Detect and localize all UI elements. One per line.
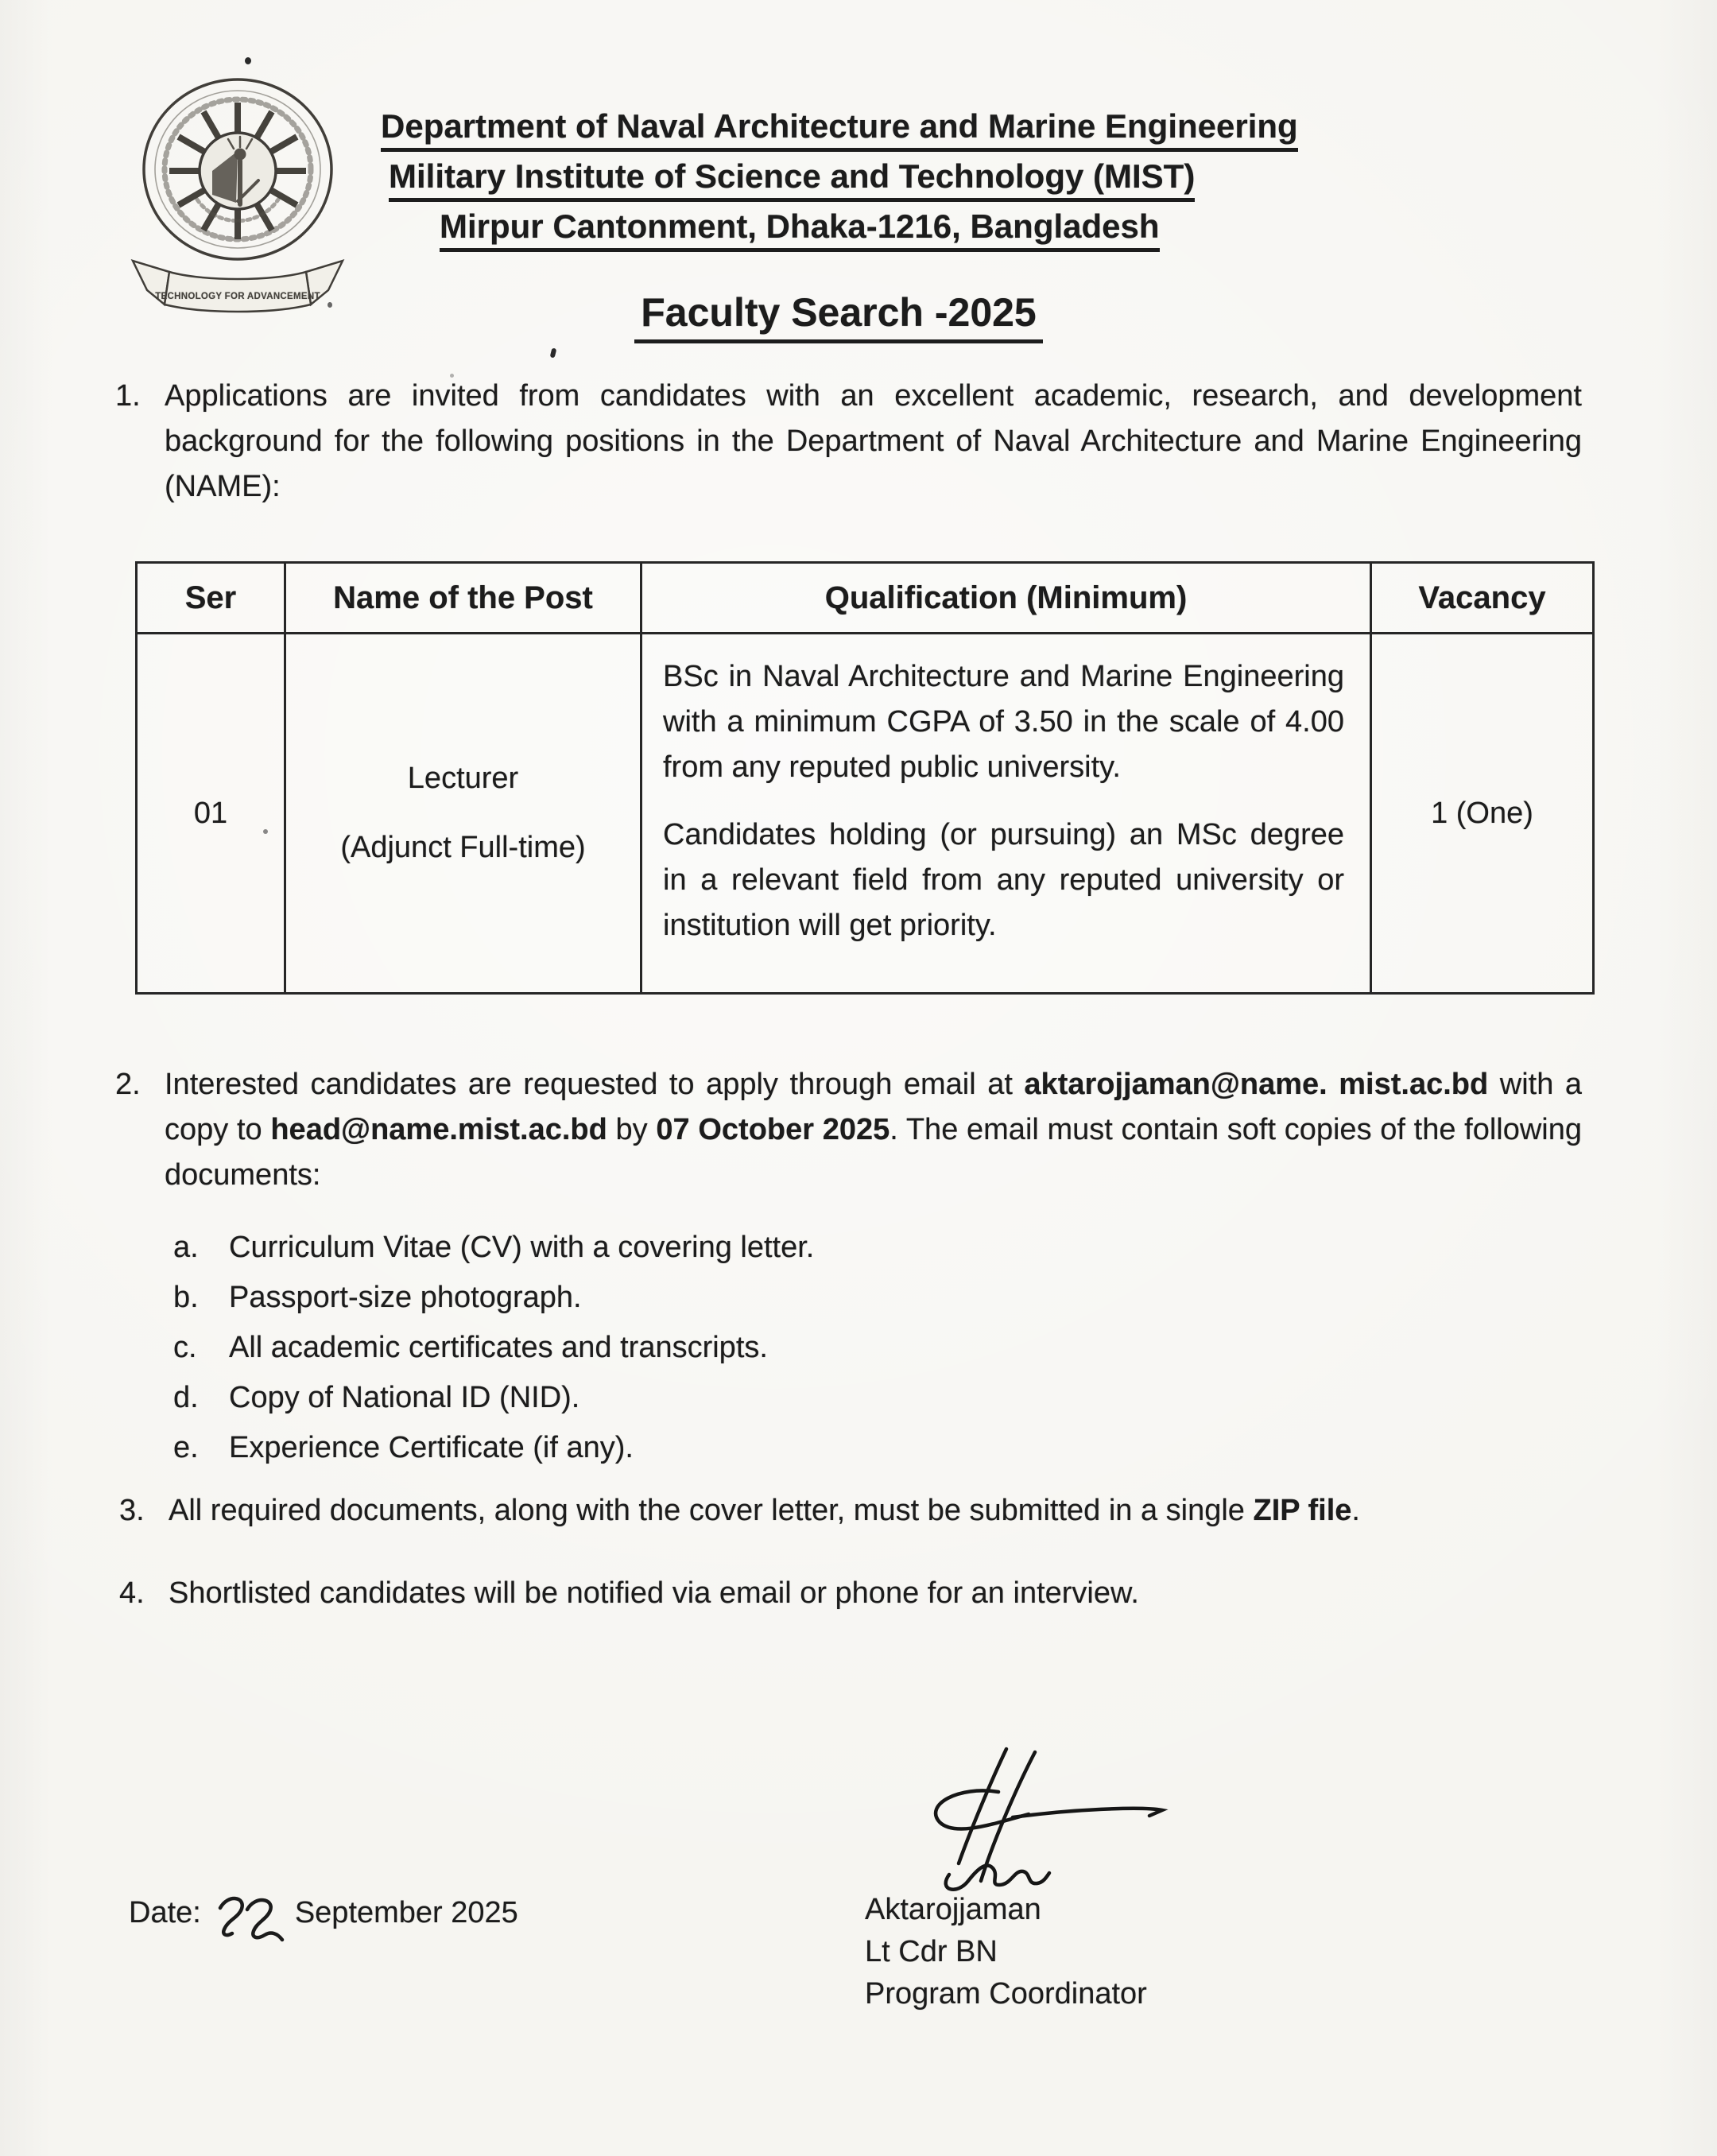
list-item-letter: a. [173,1231,199,1264]
list-item [173,1223,1366,1273]
paragraph-4-number: 4. [119,1576,145,1610]
letterhead-line-department: Department of Naval Architecture and Marine Engineering [381,108,1298,152]
table-cell-qualification [640,634,1370,992]
paragraph-2 [115,1062,1582,1198]
date-line [129,1890,518,1954]
list-item-text: Copy of National ID (NID). [229,1381,580,1414]
signature-block [865,1889,1147,2015]
scan-speck [328,302,332,308]
list-item-letter: d. [173,1381,199,1414]
letterhead-line-address: Mirpur Cantonment, Dhaka-1216, Bangladesh [440,208,1160,252]
letterhead [370,108,1483,258]
page-title: Faculty Search -2025 [634,291,1043,343]
qualification-paragraph-2: Candidates holding (or pursuing) an MSc degree in a relevant field from any reputed university or institution will get priority. [663,818,1344,942]
table-header-qualification: Qualification (Minimum) [640,564,1370,634]
letterhead-line-institute: Military Institute of Science and Technology (MIST) [389,158,1195,202]
table-header-ser: Ser [138,564,284,634]
scan-speck [245,57,251,64]
list-item [173,1423,1366,1473]
title-row [0,291,1677,343]
signatory-rank: Lt Cdr BN [865,1935,998,1968]
post-name: Lecturer [407,762,519,795]
list-item [173,1323,1366,1373]
table-cell-ser: 01 [193,796,228,830]
signatory-name: Aktarojjaman [865,1893,1041,1926]
documents-list [173,1223,1366,1473]
mist-logo [123,76,362,322]
list-item-text: Passport-size photograph. [229,1281,582,1314]
paragraph-1-number: 1. [115,379,141,413]
list-item-letter: e. [173,1431,199,1464]
list-item-text: Experience Certificate (if any). [229,1431,634,1464]
vacancy-table [135,561,1595,995]
qualification-paragraph-1: BSc in Naval Architecture and Marine Engineering with a minimum CGPA of 3.50 in the scale of 4.00 from any reputed public university. [663,660,1344,784]
table-cell-vacancy: 1 (One) [1370,634,1592,992]
table-header-post: Name of the Post [284,564,640,634]
list-item-letter: c. [173,1331,197,1364]
list-item-letter: b. [173,1281,199,1314]
list-item [173,1373,1366,1423]
list-item-text: All academic certificates and transcripts. [229,1331,768,1364]
paragraph-1-text: Applications are invited from candidates with an excellent academic, research, and development background for the following positions in the Department of Naval Architecture and Marine Engineering (NAME): [165,379,1582,503]
list-item [173,1273,1366,1323]
paragraph-3-number: 3. [119,1494,145,1527]
table-cell-post [284,634,640,992]
post-type: (Adjunct Full-time) [340,831,586,864]
paragraph-1 [115,374,1582,510]
paragraph-3 [119,1488,1614,1534]
date-label: Date: [129,1896,201,1929]
logo-motto: TECHNOLOGY FOR ADVANCEMENT [155,292,320,301]
paragraph-2-text: Interested candidates are requested to apply through email at aktarojjaman@name. mist.ac.bd with a copy to head@name.mist.ac.bd by 07 October 2025. The email must contain soft copies of the following documents: [165,1068,1583,1192]
list-item-text: Curriculum Vitae (CV) with a covering letter. [229,1231,815,1264]
signatory-title: Program Coordinator [865,1977,1147,2011]
scan-speck [263,829,268,834]
handwritten-date-day [209,1887,285,1954]
scan-speck [450,374,454,378]
paragraph-3-text: All required documents, along with the cover letter, must be submitted in a single ZIP file. [169,1494,1360,1527]
table-header-vacancy: Vacancy [1370,564,1592,634]
paragraph-4 [119,1571,1614,1616]
scan-speck [550,347,557,358]
date-value: September 2025 [294,1896,518,1929]
paragraph-4-text: Shortlisted candidates will be notified via email or phone for an interview. [169,1576,1139,1610]
paragraph-2-number: 2. [115,1068,141,1101]
signature-scribble [879,1743,1205,1894]
